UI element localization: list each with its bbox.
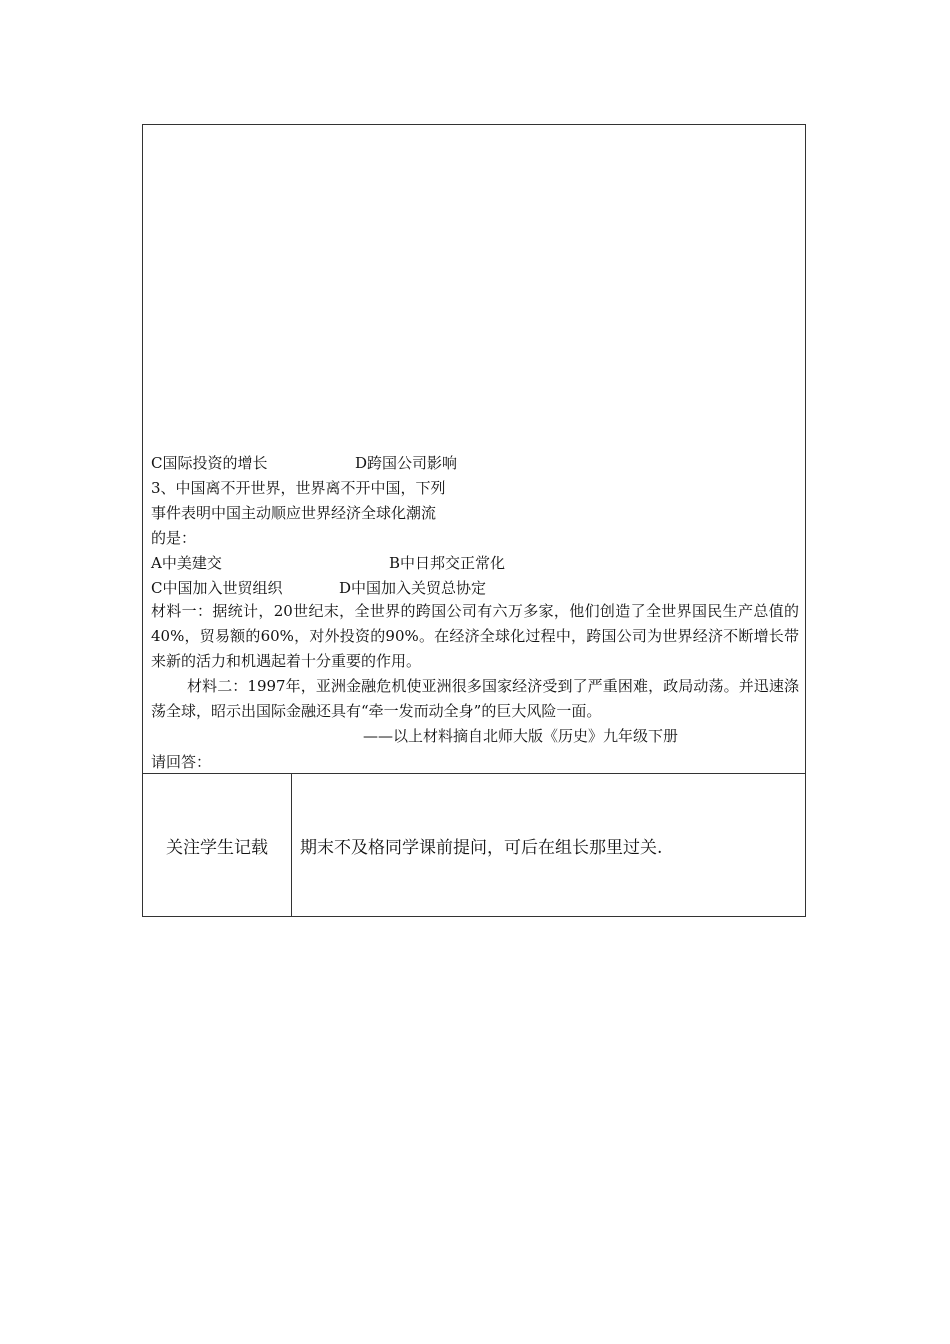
q3-stem-line1: 3、中国离不开世界，世界离不开中国，下列 [151, 479, 446, 497]
material-two: 材料二：1997年，亚洲金融危机使亚洲很多国家经济受到了严重困难，政局动荡。并迅速涤荡全球，昭示出国际金融还具有“牵一发而动全身”的巨大风险一面。 [151, 677, 799, 720]
q3-option-d: D中国加入关贸总协定 [339, 579, 487, 597]
answer-prompt: 请回答： [151, 753, 212, 771]
q3-stem-line2: 事件表明中国主动顺应世界经济全球化潮流 [151, 504, 437, 522]
record-label-cell [143, 774, 291, 917]
record-label: 关注学生记载 [166, 838, 268, 858]
record-note-cell [292, 774, 805, 917]
document-table [142, 124, 806, 917]
q2-option-c: C国际投资的增长 [151, 454, 268, 472]
record-note: 期末不及格同学课前提问，可后在组长那里过关. [300, 838, 663, 858]
q3-option-c: C中国加入世贸组织 [151, 579, 283, 597]
q3-option-a: A中美建交 [151, 554, 222, 572]
material-source: ——以上材料摘自北师大版《历史》九年级下册 [363, 727, 679, 745]
q3-option-b: B中日邦交正常化 [389, 554, 506, 572]
material-one: 材料一：据统计，20世纪末，全世界的跨国公司有六万多家，他们创造了全世界国民生产总值的40%，贸易额的60%，对外投资的90%。在经济全球化过程中，跨国公司为世界经济不断增长带来新的活力和机遇起着十分重要的作用。 [151, 602, 799, 670]
q2-option-d: D跨国公司影响 [355, 454, 458, 472]
q3-stem-line3: 的是： [151, 529, 197, 547]
question-cell [143, 125, 805, 773]
